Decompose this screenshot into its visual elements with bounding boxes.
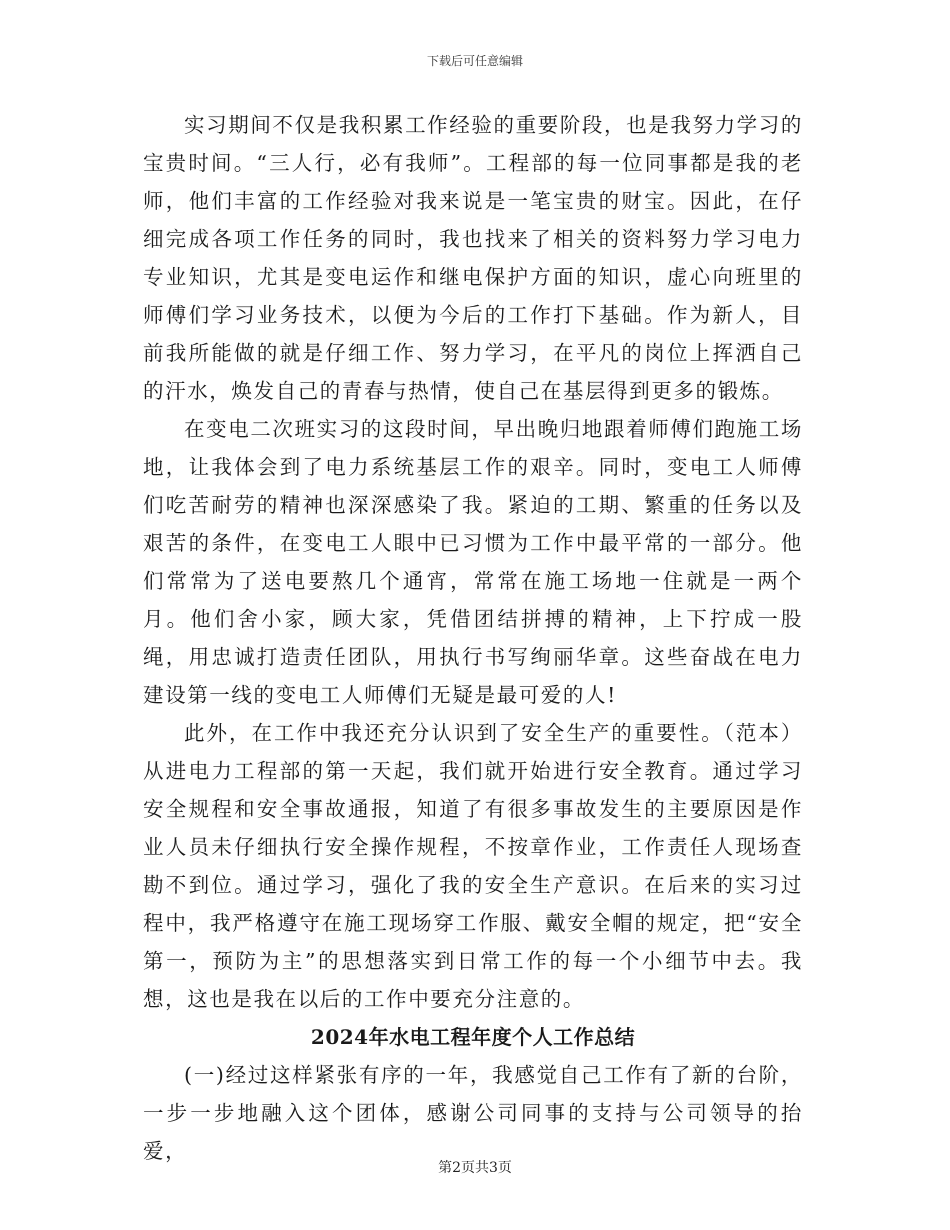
- section-title: 2024年水电工程年度个人工作总结: [310, 1025, 636, 1049]
- header-note: 下载后可任意编辑: [426, 54, 523, 68]
- page-number: 第2页共3页: [438, 1160, 512, 1176]
- paragraph-substation-team: 在变电二次班实习的这段时间，早出晚归地跟着师傅们跑施工场地，让我体会到了电力系统基层工作的艰辛。同时，变电工人师傅们吃苦耐劳的精神也深深感染了我。紧迫的工期、繁重的任务以及艰苦的条件，在变电工人眼中已习惯为工作中最平常的一部分。他们常常为了送电要熬几个通宵，常常在施工场地一住就是一两个月。他们舍小家，顾大家，凭借团结拼搏的精神，上下拧成一股绳，用忠诚打造责任团队，用执行书写绚丽华章。这些奋战在电力建设第一线的变电工人师傅们无疑是最可爱的人!: [143, 417, 803, 707]
- paragraph-internship-learning: 实习期间不仅是我积累工作经验的重要阶段，也是我努力学习的宝贵时间。“三人行，必有我师”。工程部的每一位同事都是我的老师，他们丰富的工作经验对我来说是一笔宝贵的财宝。因此，在仔细完成各项工作任务的同时，我也找来了相关的资料努力学习电力专业知识，尤其是变电运作和继电保护方面的知识，虚心向班里的师傅们学习业务技术，以便为今后的工作打下基础。作为新人，目前我所能做的就是仔细工作、努力学习，在平凡的岗位上挥洒自己的汗水，焕发自己的青春与热情，使自己在基层得到更多的锻炼。: [143, 113, 803, 403]
- paragraph-safety-production: 此外，在工作中我还充分认识到了安全生产的重要性。（范本）从进电力工程部的第一天起，我们就开始进行安全教育。通过学习安全规程和安全事故通报，知道了有很多事故发生的主要原因是作业人员未仔细执行安全操作规程，不按章作业，工作责任人现场查勘不到位。通过学习，强化了我的安全生产意识。在后来的实习过程中，我严格遵守在施工现场穿工作服、戴安全帽的规定，把“安全第一，预防为主”的思想落实到日常工作的每一个小细节中去。我想，这也是我在以后的工作中要充分注意的。: [143, 721, 803, 1011]
- document-body: [143, 106, 803, 1170]
- paragraph-annual-summary: (一)经过这样紧张有序的一年，我感觉自己工作有了新的台阶，一步一步地融入这个团体，感谢公司同事的支持与公司领导的抬爱，: [143, 1063, 803, 1163]
